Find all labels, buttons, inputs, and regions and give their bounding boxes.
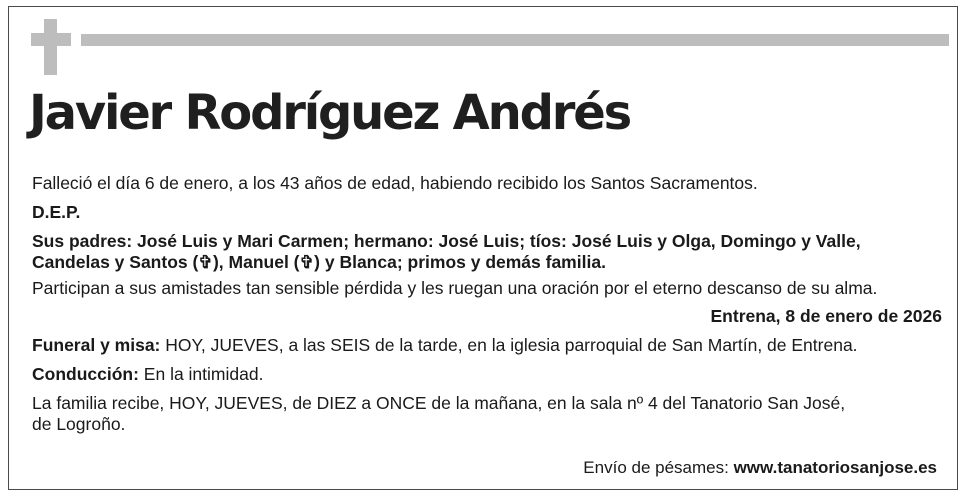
cross-icon — [31, 19, 71, 75]
funeral-info — [32, 335, 942, 356]
conduccion-info — [32, 364, 942, 385]
dep-label: D.E.P. — [32, 202, 81, 222]
death-notice: Falleció el día 6 de enero, a los 43 años de edad, habiendo recibido los Santos Sacramentos. — [32, 173, 758, 193]
funeral-label: Funeral y misa: — [32, 335, 161, 355]
family-list — [32, 231, 942, 273]
family-line-1: Sus padres: José Luis y Mari Carmen; hermano: José Luis; tíos: José Luis y Olga, Domingo y Valle, — [32, 231, 861, 251]
reception-info — [32, 393, 942, 435]
obituary-card — [8, 6, 958, 490]
obituary-body — [32, 173, 942, 435]
condolences-label: Envío de pésames: — [583, 458, 734, 477]
deceased-name: Javier Rodríguez Andrés — [29, 85, 630, 141]
website-link[interactable]: www.tanatoriosanjose.es — [733, 458, 937, 477]
place-date: Entrena, 8 de enero de 2026 — [710, 306, 942, 326]
reception-line-1: La familia recibe, HOY, JUEVES, de DIEZ a ONCE de la mañana, en la sala nº 4 del Tanatorio San José, — [32, 393, 846, 413]
conduccion-label: Conducción: — [32, 364, 139, 384]
reception-line-2: de Logroño. — [32, 414, 126, 434]
invitation-text: Participan a sus amistades tan sensible pérdida y les ruegan una oración por el eterno descanso de su alma. — [32, 278, 878, 298]
family-line-2: Candelas y Santos (✞), Manuel (✞) y Blanca; primos y demás familia. — [32, 252, 606, 272]
conduccion-text: En la intimidad. — [138, 364, 264, 384]
funeral-text: HOY, JUEVES, a las SEIS de la tarde, en la iglesia parroquial de San Martín, de Entrena. — [160, 335, 858, 355]
condolences-footer — [583, 458, 937, 478]
header-divider-bar — [81, 34, 949, 46]
